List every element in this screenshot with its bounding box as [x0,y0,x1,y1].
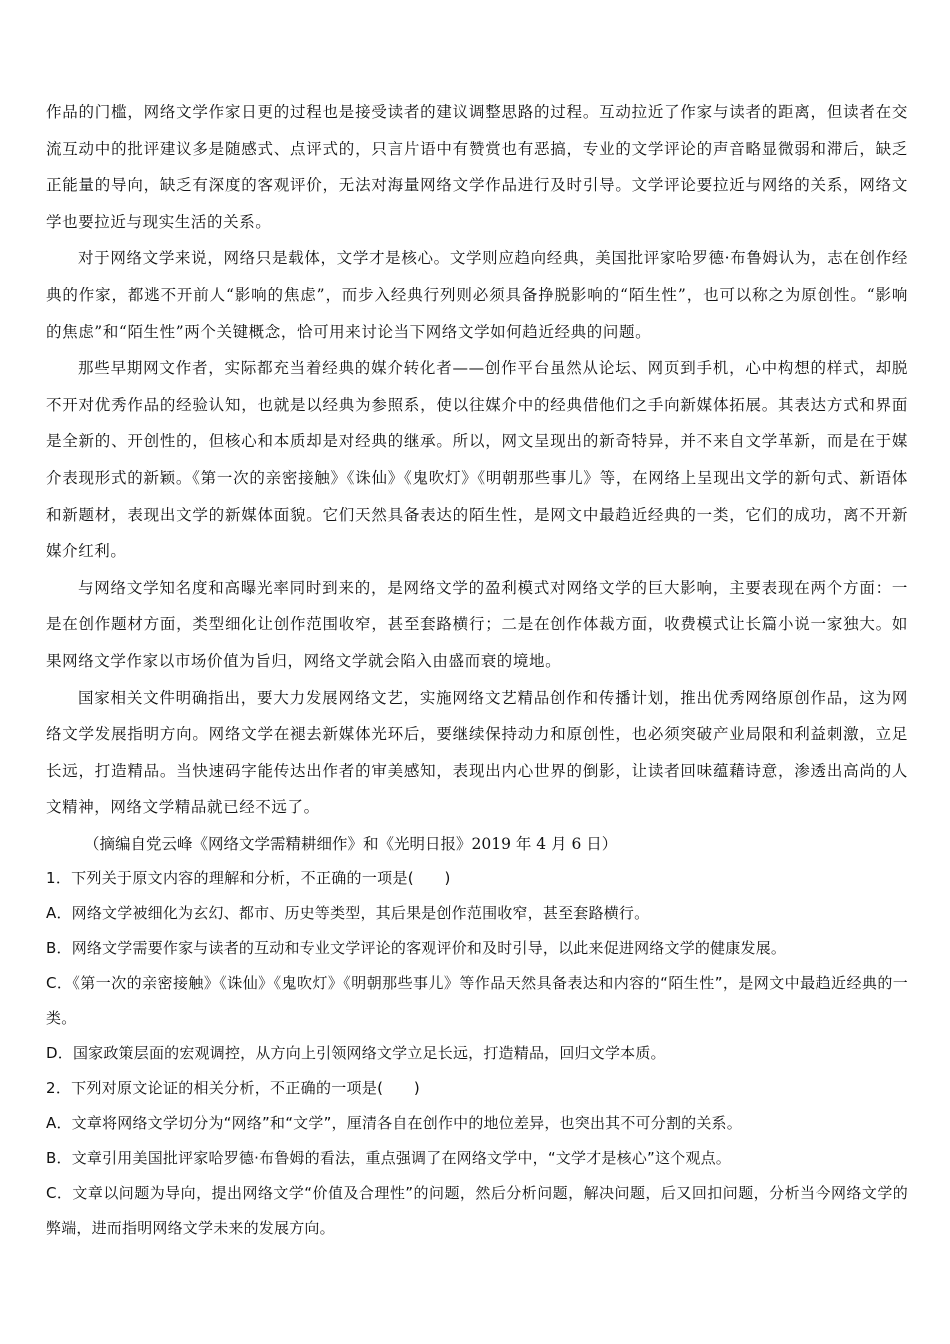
question-1-option-b: B．网络文学需要作家与读者的互动和专业文学评论的客观评价和及时引导，以此来促进网络文学的健康发展。 [46,938,787,957]
question-2-option-b: B．文章引用美国批评家哈罗德·布鲁姆的看法，重点强调了在网络文学中，“文学才是核心”这个观点。 [46,1148,732,1167]
question-2-option-c: C．文章以问题为导向，提出网络文学“价值及合理性”的问题，然后分析问题，解决问题，后又回扣问题，分析当今网络文学的弊端，进而指明网络文学未来的发展方向。 [46,1183,908,1237]
question-2-stem: 2．下列对原文论证的相关分析，不正确的一项是( ) [46,1078,421,1097]
question-1-option-a: A．网络文学被细化为玄幻、都市、历史等类型，其后果是创作范围收窄，甚至套路横行。 [46,903,650,922]
passage-paragraph-3: 那些早期网文作者，实际都充当着经典的媒介转化者——创作平台虽然从论坛、网页到手机，心中构想的样式，却脱不开对优秀作品的经验认知，也就是以经典为参照系，使以往媒介中的经典借他们之手向新媒体拓展。其表达方式和界面是全新的、开创性的，但核心和本质却是对经典的继承。所以，网文呈现出的新奇特异，并不来自文学革新，而是在于媒介表现形式的新颖。《第一次的亲密接触》《诛仙》《鬼吹灯》《明朝那些事儿》等，在网络上呈现出文学的新句式、新语体和新题材，表现出文学的新媒体面貌。它们天然具备表达的陌生性，是网文中最趋近经典的一类，它们的成功，离不开新媒介红利。 [46,359,908,561]
passage-paragraph-2: 对于网络文学来说，网络只是载体，文学才是核心。文学则应趋向经典，美国批评家哈罗德·布鲁姆认为，志在创作经典的作家，都逃不开前人“影响的焦虑”，而步入经典行列则必须具备挣脱影响的“陌生性”，也可以称之为原创性。“影响的焦虑”和“陌生性”两个关键概念，恰可用来讨论当下网络文学如何趋近经典的问题。 [46,249,908,341]
question-1-option-d: D．国家政策层面的宏观调控，从方向上引领网络文学立足长远，打造精品，回归文学本质。 [46,1043,666,1062]
question-1-option-c: C．《第一次的亲密接触》《诛仙》《鬼吹灯》《明朝那些事儿》等作品天然具备表达和内容的“陌生性”，是网文中最趋近经典的一类。 [46,973,908,1027]
question-1-stem: 1．下列关于原文内容的理解和分析，不正确的一项是( ) [46,868,451,887]
passage-source: （摘编自党云峰《网络文学需精耕细作》和《光明日报》2019 年 4 月 6 日） [84,834,618,853]
document-page [46,94,908,1246]
question-2-option-a: A．文章将网络文学切分为“网络”和“文学”，厘清各自在创作中的地位差异，也突出其不可分割的关系。 [46,1113,742,1132]
passage-paragraph-5: 国家相关文件明确指出，要大力发展网络文艺，实施网络文艺精品创作和传播计划，推出优秀网络原创作品，这为网络文学发展指明方向。网络文学在褪去新媒体光环后，要继续保持动力和原创性，也必须突破产业局限和利益刺激，立足长远，打造精品。当快速码字能传达出作者的审美感知，表现出内心世界的倒影，让读者回味蕴藉诗意，渗透出高尚的人文精神，网络文学精品就已经不远了。 [46,688,908,817]
passage-paragraph-4: 与网络文学知名度和高曝光率同时到来的，是网络文学的盈利模式对网络文学的巨大影响，主要表现在两个方面：一是在创作题材方面，类型细化让创作范围收窄，甚至套路横行；二是在创作体裁方面，收费模式让长篇小说一家独大。如果网络文学作家以市场价值为旨归，网络文学就会陷入由盛而衰的境地。 [46,578,908,670]
passage-paragraph-1: 作品的门槛，网络文学作家日更的过程也是接受读者的建议调整思路的过程。互动拉近了作家与读者的距离，但读者在交流互动中的批评建议多是随感式、点评式的，只言片语中有赞赏也有恶搞，专业的文学评论的声音略显微弱和滞后，缺乏正能量的导向，缺乏有深度的客观评价，无法对海量网络文学作品进行及时引导。文学评论要拉近与网络的关系，网络文学也要拉近与现实生活的关系。 [46,103,908,231]
